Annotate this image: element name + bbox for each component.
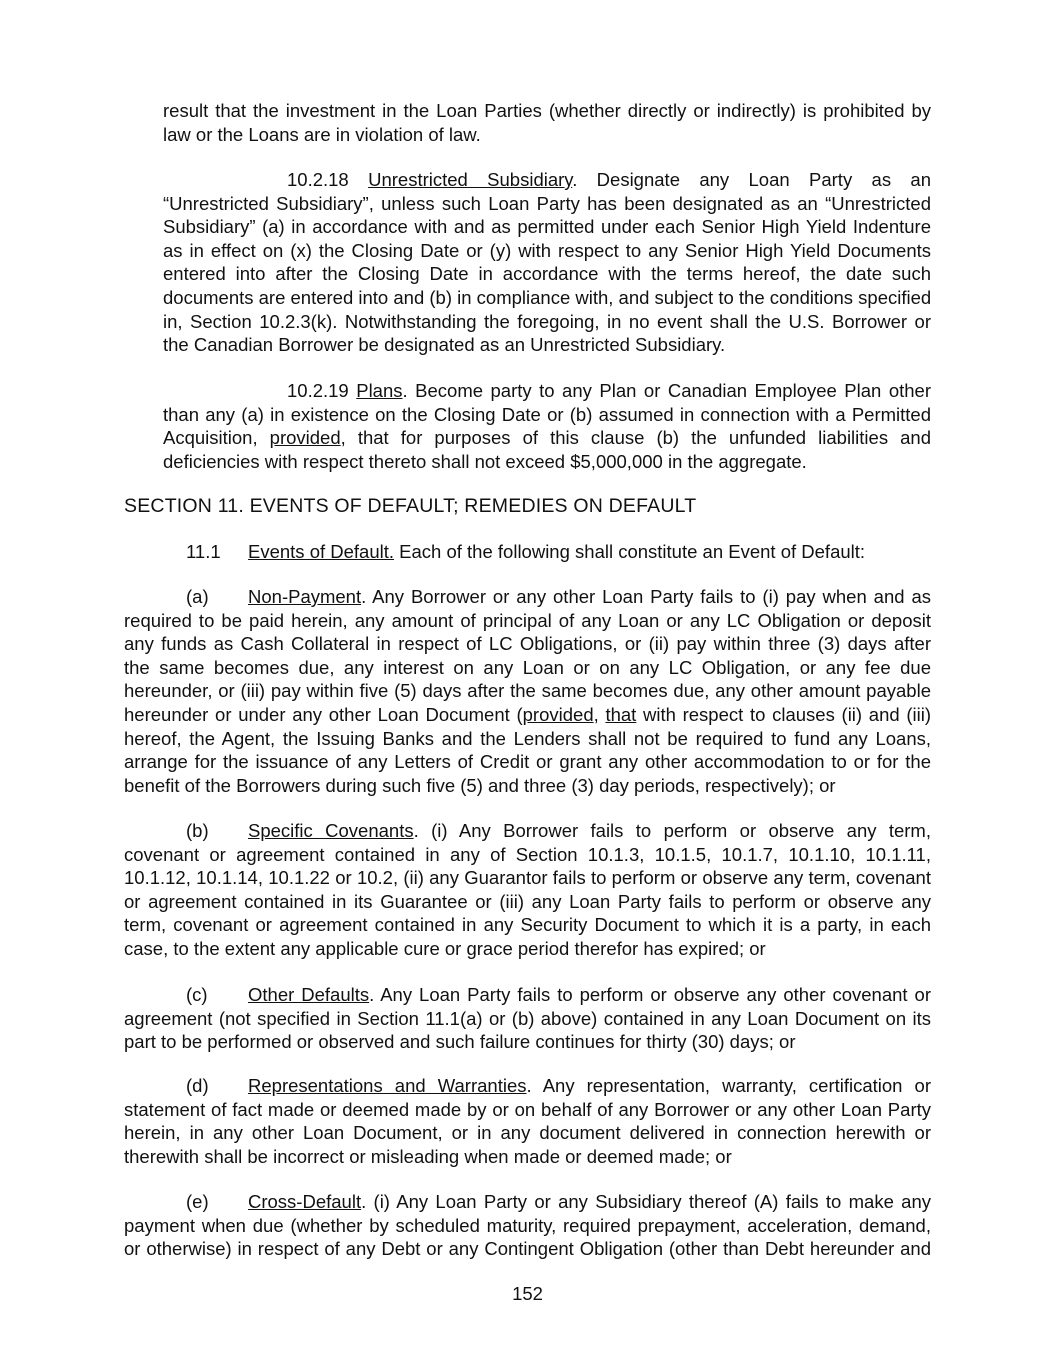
that-term: that: [605, 703, 637, 725]
text-line: or otherwise) in respect of any Debt or any Contingent Obligation (other than Debt hereunder and: [124, 1238, 931, 1260]
text-line: (b) Specific Covenants. (i) Any Borrower fails to perform or observe any term,: [186, 820, 931, 841]
text-line: Subsidiary” (a) in accordance with and as permitted under each Senior High Yield Indenture: [163, 216, 931, 238]
clause-title: Other Defaults: [248, 984, 370, 1005]
clause-label: (d): [186, 1075, 209, 1096]
text-line: herein, in any other Loan Document, or in any document delivered in connection herewith or: [124, 1122, 931, 1144]
text-line: (c) Other Defaults. Any Loan Party fails to perform or observe any other covenant or: [186, 984, 931, 1005]
section-11-heading: SECTION 11. EVENTS OF DEFAULT; REMEDIES ON DEFAULT: [124, 495, 697, 517]
clause-title: Representations and Warranties: [248, 1075, 527, 1096]
text-line: “Unrestricted Subsidiary”, unless such Loan Party has been designated as an “Unrestricted: [163, 192, 931, 214]
clause-title: Non-Payment: [248, 586, 362, 607]
text-line: payment when due (whether by scheduled maturity, required prepayment, acceleration, demand,: [124, 1214, 931, 1236]
clause-c-other-defaults: [124, 983, 931, 1054]
text-line: required to be paid herein, any amount of principal of any Loan or any LC Obligation or deposit: [124, 609, 931, 631]
text-line: term, covenant or agreement contained in any Security Document to which it is a party, in each: [124, 914, 931, 936]
clause-label: (b): [186, 820, 209, 841]
section-title: Unrestricted Subsidiary: [368, 169, 573, 190]
section-10-2-18: [163, 168, 931, 357]
text-line: covenant or agreement contained in any of Section 10.1.3, 10.1.5, 10.1.7, 10.1.10, 10.1.11,: [124, 843, 931, 865]
section-number: 11.1: [186, 541, 221, 562]
text-line: or agreement contained in its Guarantee or (iii) any Loan Party fails to perform or observe any: [124, 890, 931, 912]
text-line: 10.2.18 Unrestricted Subsidiary. Designate any Loan Party as an: [287, 169, 932, 190]
text-line: entered into after the Closing Date in accordance with the terms hereof, the date such: [163, 263, 931, 285]
section-number: 10.2.18: [287, 169, 349, 190]
text-line: hereof, the Agent, the Issuing Banks and the Lenders shall not be required to fund any Loans,: [124, 727, 931, 749]
text-line: (d) Representations and Warranties. Any representation, warranty, certification or: [186, 1075, 931, 1096]
text-line: deficiencies with respect thereto shall not exceed $5,000,000 in the aggregate.: [163, 450, 807, 472]
section-title: Plans: [356, 380, 403, 401]
text-line: the same becomes due, any interest on any Loan or on any LC Obligation, or any fee due: [124, 656, 931, 678]
clause-label: (c): [186, 984, 208, 1005]
text-line: law or the Loans are in violation of law.: [163, 123, 481, 145]
text-line: statement of fact made or deemed made by or on behalf of any Borrower or any other Loan Party: [124, 1098, 931, 1120]
text-line: 10.1.12, 10.1.14, 10.1.22 or 10.2, (ii) any Guarantor fails to perform or observe any term, covenant: [124, 867, 931, 889]
provided-term: provided: [522, 703, 594, 725]
section-number: 10.2.19: [287, 380, 349, 401]
text-line: Acquisition, provided, that for purposes of this clause (b) the unfunded liabilities and: [163, 427, 931, 449]
text-line: case, to the extent any applicable cure or grace period therefor has expired; or: [124, 937, 766, 959]
text-line: (e) Cross-Default. (i) Any Loan Party or any Subsidiary thereof (A) fails to make any: [186, 1191, 931, 1212]
text-line: 11.1 Events of Default. Each of the following shall constitute an Event of Default:: [186, 541, 866, 562]
clause-e-cross-default: [124, 1190, 931, 1261]
clause-label: (e): [186, 1191, 209, 1212]
clause-title: Specific Covenants: [248, 820, 414, 841]
clause-label: (a): [186, 586, 209, 607]
section-10-2-19: [163, 379, 931, 473]
text-line: hereunder, or (iii) pay within five (5) days after the same becomes due, any other amount payable: [124, 680, 931, 702]
text-line: result that the investment in the Loan Parties (whether directly or indirectly) is prohibited by: [163, 100, 931, 121]
text-line: part to be performed or observed and such failure continues for thirty (30) days; or: [124, 1031, 796, 1053]
text-line: hereunder or under any other Loan Document (provided, that with respect to clauses (ii) and (iii): [124, 703, 931, 725]
text-line: 10.2.19 Plans. Become party to any Plan or Canadian Employee Plan other: [287, 380, 931, 401]
text-line: documents are entered into and (b) in compliance with, and subject to the conditions specified: [163, 286, 932, 308]
clause-d-representations: [124, 1074, 931, 1168]
subsection-11-1: [124, 540, 931, 564]
clause-a-non-payment: [124, 585, 931, 797]
provided-term: provided: [269, 427, 341, 449]
section-title: Events of Default.: [248, 541, 395, 562]
text-line: (a) Non-Payment. Any Borrower or any other Loan Party fails to (i) pay when and as: [186, 586, 931, 607]
text-line: arrange for the issuance of any Letters of Credit or grant any other accommodation to or for the: [124, 751, 931, 773]
text-line: than any (a) in existence on the Closing Date or (b) assumed in connection with a Permitted: [163, 403, 931, 425]
paragraph-continuation: [163, 99, 931, 146]
text-line: the Canadian Borrower be designated as an Unrestricted Subsidiary.: [163, 334, 726, 356]
clause-b-specific-covenants: [124, 819, 931, 961]
text-line: agreement (not specified in Section 11.1(a) or (b) above) contained in any Loan Document on its: [124, 1007, 931, 1029]
text-line: any funds as Cash Collateral in respect of LC Obligations, or (ii) pay within three (3) days after: [124, 633, 931, 655]
page-number: 152: [512, 1283, 543, 1304]
clause-title: Cross-Default: [248, 1191, 362, 1212]
text-line: in, Section 10.2.3(k). Notwithstanding the foregoing, in no event shall the U.S. Borrower or: [163, 310, 931, 332]
text-line: therewith shall be incorrect or misleading when made or deemed made; or: [124, 1145, 732, 1167]
text-line: as in effect on (x) the Closing Date or (y) with respect to any Senior High Yield Documents: [163, 239, 931, 261]
text-line: benefit of the Borrowers during such five (5) and three (3) day periods, respectively); or: [124, 774, 836, 796]
